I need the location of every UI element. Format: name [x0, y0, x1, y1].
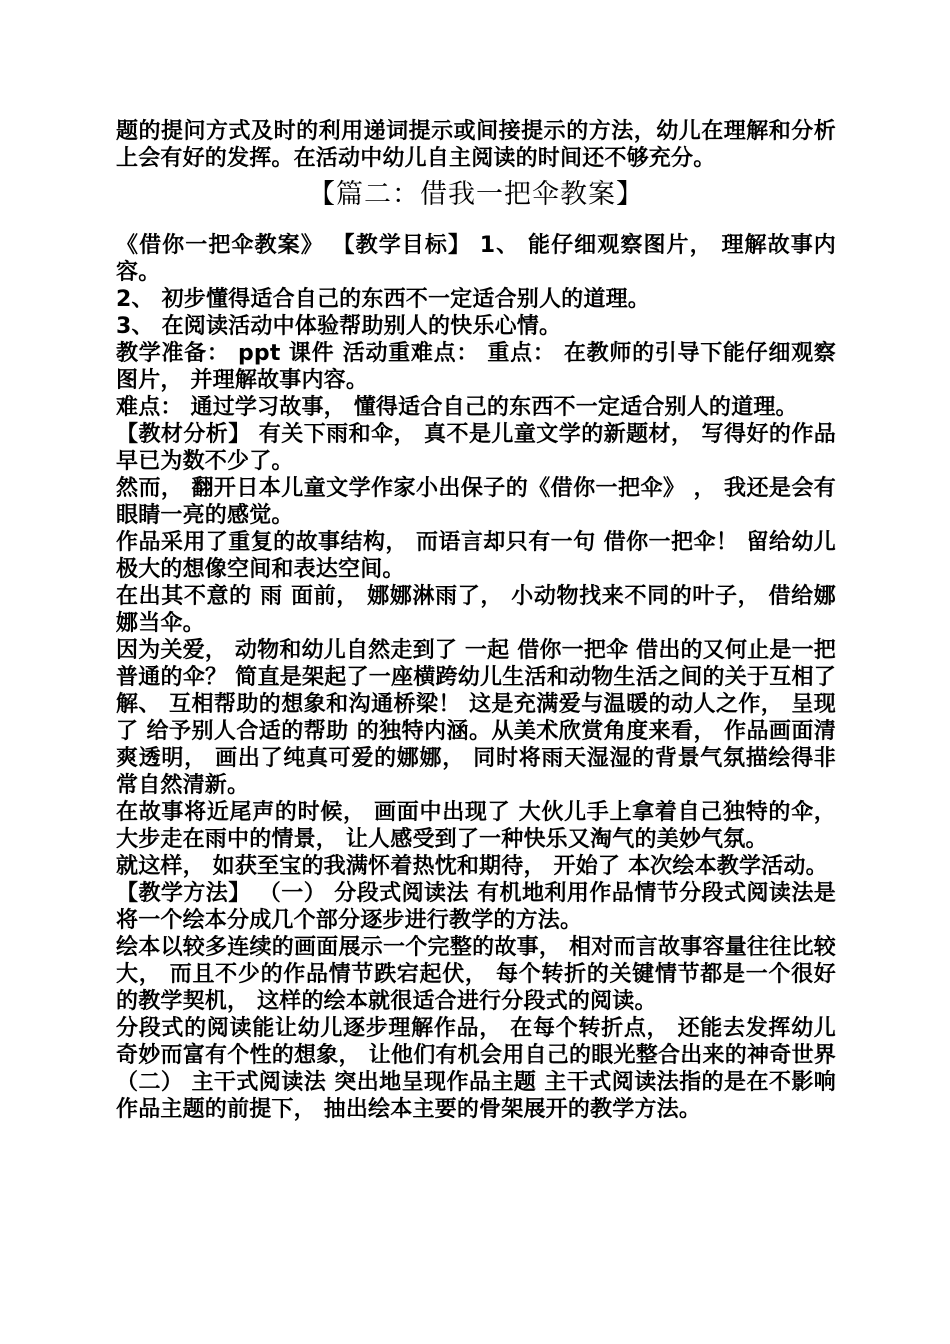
paragraph-love: 因为关爱， 动物和幼儿自然走到了 一起 借你一把伞 借出的又何止是一把普通的伞？ 简直是架起了一座横跨幼儿生活和动物生活之间的关于互相了解、 互相帮助的想象和沟通桥梁！ 这是充满爱与温暖的动人之作， 呈现了 给予别人合适的帮助 的独特内涵。从美术欣赏角度来看， 作品画面清爽透明， 画出了纯真可爱的娜娜， 同时将雨天湿湿的背景气氛描绘得非常自然清新。: [116, 638, 836, 798]
section-title: 【篇二：借我一把伞教案】: [308, 179, 644, 210]
paragraph-picture-book: 绘本以较多连续的画面展示一个完整的故事， 相对而言故事容量往往比较大， 而且不少的作品情节跌宕起伏， 每个转折的关键情节都是一个很好的教学契机， 这样的绘本就很适合进行分段式的阅读。: [116, 935, 836, 1014]
paragraph-difficulty: 难点： 通过学习故事， 懂得适合自己的东西不一定适合别人的道理。: [116, 395, 798, 420]
intro-paragraph: 题的提问方式及时的利用递词提示或间接提示的方法，幼儿在理解和分析上会有好的发挥。在活动中幼儿自主阅读的时间还不够充分。: [116, 119, 836, 171]
paragraph-material-analysis: 【教材分析】 有关下雨和伞， 真不是儿童文学的新题材， 写得好的作品早已为数不少了。: [116, 422, 836, 474]
paragraph-teaching-method: 【教学方法】 （一） 分段式阅读法 有机地利用作品情节分段式阅读法是将一个绘本分成几个部分逐步进行教学的方法。: [116, 881, 836, 933]
paragraph-rain: 在出其不意的 雨 面前， 娜娜淋雨了， 小动物找来不同的叶子， 借给娜娜当伞。: [116, 584, 836, 636]
paragraph-objectives: 《借你一把伞教案》 【教学目标】 1、 能仔细观察图片， 理解故事内容。: [116, 233, 836, 285]
paragraph-structure: 作品采用了重复的故事结构， 而语言却只有一句 借你一把伞！ 留给幼儿极大的想像空间和表达空间。: [116, 530, 836, 582]
paragraph-however: 然而， 翻开日本儿童文学作家小出保子的《借你一把伞》 ， 我还是会有眼睛一亮的感觉。: [116, 476, 836, 528]
document-page: [116, 118, 836, 1123]
paragraph-preparation: 教学准备： ppt 课件 活动重难点： 重点： 在教师的引导下能仔细观察图片， 并理解故事内容。: [116, 341, 836, 393]
paragraph-segmented-reading: 分段式的阅读能让幼儿逐步理解作品， 在每个转折点， 还能去发挥幼儿奇妙而富有个性的想象， 让他们有机会用自己的眼光整合出来的神奇世界 （二） 主干式阅读法 突出地呈现作品主题 主干式阅读法指的是在不影响作品主题的前提下， 抽出绘本主要的骨架展开的教学方法。: [116, 1016, 836, 1122]
paragraph-goal-3: 3、 在阅读活动中体验帮助别人的快乐心情。: [116, 314, 562, 339]
paragraph-goal-2: 2、 初步懂得适合自己的东西不一定适合别人的道理。: [116, 287, 650, 312]
paragraph-start: 就这样， 如获至宝的我满怀着热忱和期待， 开始了 本次绘本教学活动。: [116, 854, 828, 879]
paragraph-ending: 在故事将近尾声的时候， 画面中出现了 大伙儿手上拿着自己独特的伞， 大步走在雨中的情景， 让人感受到了一种快乐又淘气的美妙气氛。: [116, 800, 836, 852]
